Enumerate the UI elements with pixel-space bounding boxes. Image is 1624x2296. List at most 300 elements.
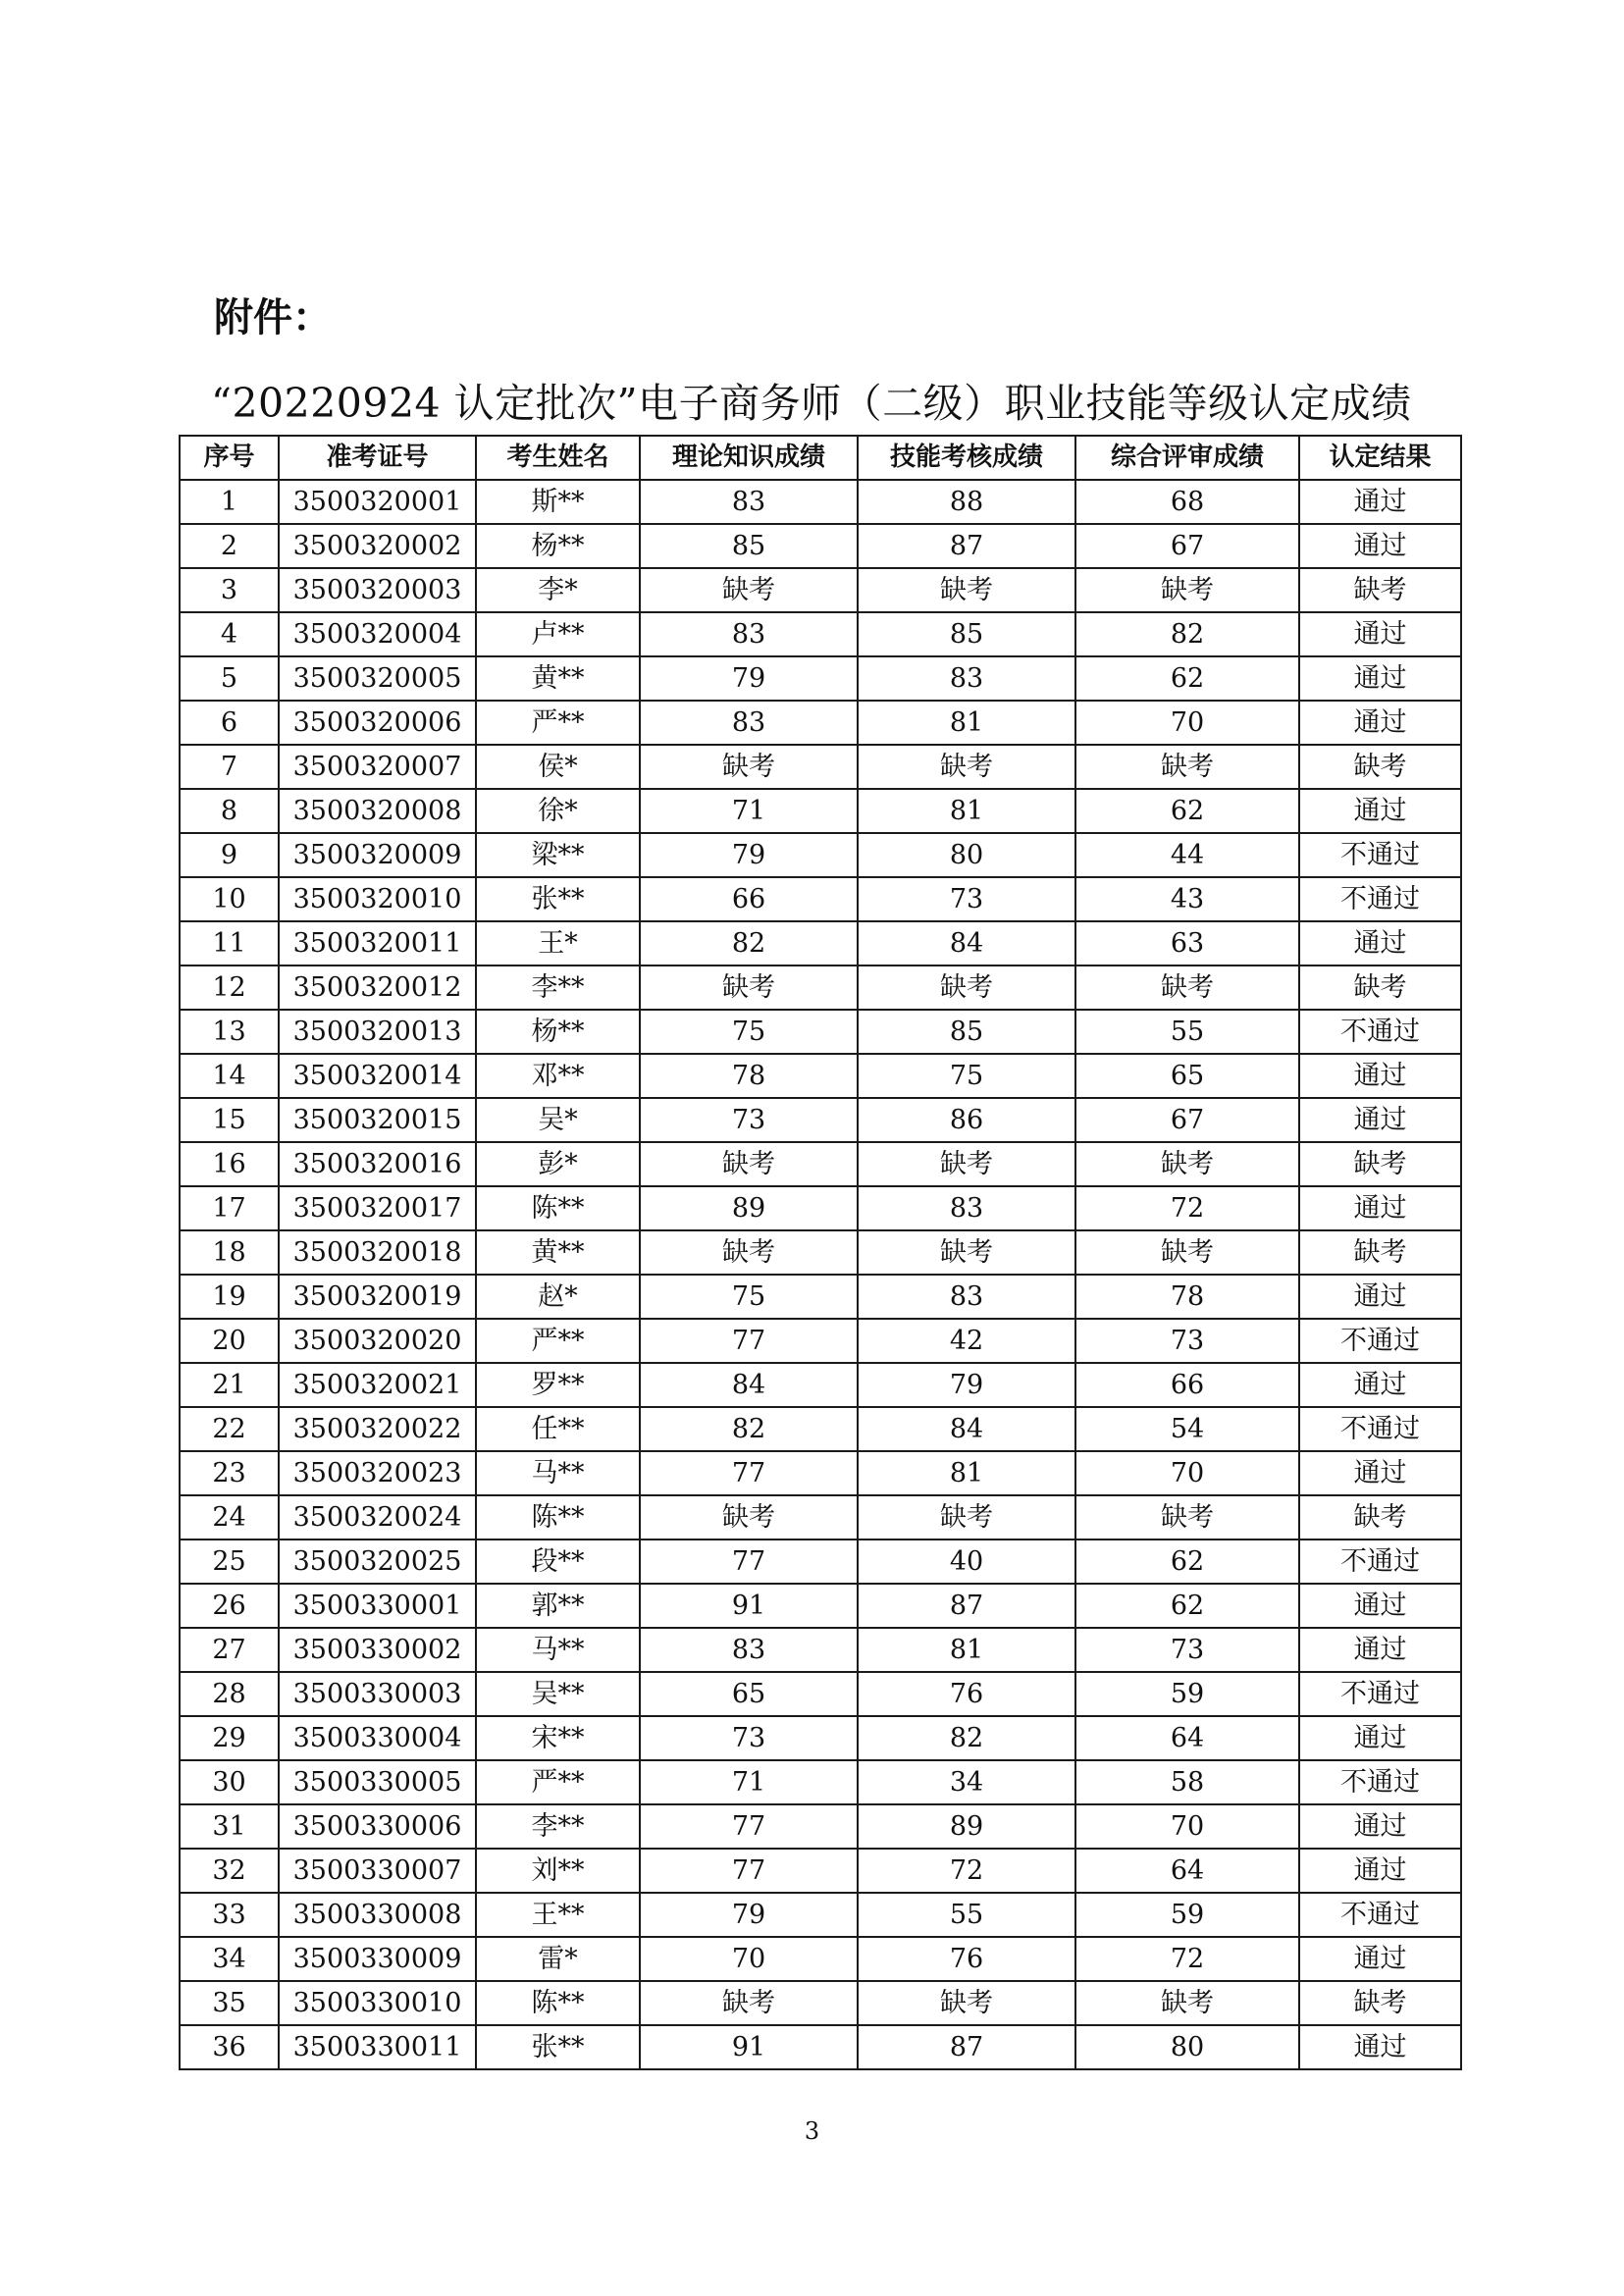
table-row	[180, 480, 1461, 524]
cell-skill-score: 81	[858, 1628, 1075, 1672]
cell-index: 10	[180, 877, 279, 921]
cell-theory-score: 82	[640, 1407, 858, 1451]
cell-index: 25	[180, 1539, 279, 1584]
cell-theory-score: 70	[640, 1937, 858, 1981]
table-row	[180, 1628, 1461, 1672]
cell-theory-score: 缺考	[640, 1230, 858, 1275]
cell-skill-score: 缺考	[858, 1230, 1075, 1275]
cell-review-score: 62	[1075, 789, 1299, 833]
cell-index: 16	[180, 1142, 279, 1186]
table-row	[180, 965, 1461, 1010]
cell-name: 雷*	[476, 1937, 640, 1981]
cell-skill-score: 72	[858, 1849, 1075, 1893]
header-skill-score: 技能考核成绩	[858, 436, 1075, 480]
cell-exam-id: 3500330011	[279, 2025, 476, 2069]
cell-result: 通过	[1299, 1186, 1461, 1230]
table-row	[180, 1275, 1461, 1319]
cell-result: 通过	[1299, 1054, 1461, 1098]
table-row	[180, 1760, 1461, 1804]
cell-skill-score: 76	[858, 1672, 1075, 1716]
cell-skill-score: 缺考	[858, 1495, 1075, 1539]
cell-index: 11	[180, 921, 279, 965]
cell-exam-id: 3500330010	[279, 1981, 476, 2025]
cell-theory-score: 79	[640, 833, 858, 877]
cell-exam-id: 3500320003	[279, 568, 476, 612]
cell-index: 32	[180, 1849, 279, 1893]
cell-exam-id: 3500320005	[279, 656, 476, 701]
cell-index: 27	[180, 1628, 279, 1672]
table-row	[180, 1407, 1461, 1451]
cell-skill-score: 87	[858, 524, 1075, 568]
cell-exam-id: 3500330005	[279, 1760, 476, 1804]
cell-theory-score: 83	[640, 480, 858, 524]
cell-skill-score: 缺考	[858, 1981, 1075, 2025]
cell-result: 通过	[1299, 1716, 1461, 1760]
cell-skill-score: 73	[858, 877, 1075, 921]
cell-theory-score: 79	[640, 656, 858, 701]
cell-result: 通过	[1299, 1937, 1461, 1981]
cell-name: 李*	[476, 568, 640, 612]
cell-result: 通过	[1299, 612, 1461, 656]
cell-skill-score: 75	[858, 1054, 1075, 1098]
table-row	[180, 1804, 1461, 1849]
cell-skill-score: 缺考	[858, 965, 1075, 1010]
cell-result: 通过	[1299, 480, 1461, 524]
cell-exam-id: 3500320002	[279, 524, 476, 568]
cell-skill-score: 89	[858, 1804, 1075, 1849]
cell-index: 15	[180, 1098, 279, 1142]
cell-theory-score: 71	[640, 1760, 858, 1804]
cell-theory-score: 85	[640, 524, 858, 568]
cell-review-score: 62	[1075, 1584, 1299, 1628]
cell-result: 通过	[1299, 1275, 1461, 1319]
cell-exam-id: 3500320014	[279, 1054, 476, 1098]
table-header-row	[180, 436, 1461, 480]
cell-result: 通过	[1299, 1628, 1461, 1672]
cell-result: 通过	[1299, 1363, 1461, 1407]
header-result: 认定结果	[1299, 436, 1461, 480]
cell-review-score: 70	[1075, 1451, 1299, 1495]
cell-name: 王**	[476, 1893, 640, 1937]
cell-result: 通过	[1299, 701, 1461, 745]
table-row	[180, 1010, 1461, 1054]
cell-exam-id: 3500330009	[279, 1937, 476, 1981]
cell-exam-id: 3500320010	[279, 877, 476, 921]
table-row	[180, 1937, 1461, 1981]
cell-review-score: 缺考	[1075, 568, 1299, 612]
cell-name: 任**	[476, 1407, 640, 1451]
cell-name: 张**	[476, 2025, 640, 2069]
header-review-score: 综合评审成绩	[1075, 436, 1299, 480]
cell-index: 28	[180, 1672, 279, 1716]
table-row	[180, 2025, 1461, 2069]
attachment-label: 附件：	[214, 295, 332, 340]
cell-index: 18	[180, 1230, 279, 1275]
header-exam-id: 准考证号	[279, 436, 476, 480]
cell-result: 不通过	[1299, 877, 1461, 921]
cell-theory-score: 73	[640, 1098, 858, 1142]
cell-result: 不通过	[1299, 1319, 1461, 1363]
cell-review-score: 66	[1075, 1363, 1299, 1407]
cell-index: 19	[180, 1275, 279, 1319]
cell-theory-score: 缺考	[640, 1495, 858, 1539]
cell-name: 李**	[476, 1804, 640, 1849]
cell-exam-id: 3500320022	[279, 1407, 476, 1451]
cell-theory-score: 75	[640, 1275, 858, 1319]
cell-review-score: 缺考	[1075, 1495, 1299, 1539]
score-table	[179, 435, 1462, 2070]
cell-exam-id: 3500320016	[279, 1142, 476, 1186]
cell-theory-score: 82	[640, 921, 858, 965]
table-row	[180, 1451, 1461, 1495]
cell-result: 缺考	[1299, 1981, 1461, 2025]
cell-name: 陈**	[476, 1495, 640, 1539]
cell-skill-score: 缺考	[858, 745, 1075, 789]
cell-result: 不通过	[1299, 1010, 1461, 1054]
cell-theory-score: 缺考	[640, 1981, 858, 2025]
cell-result: 通过	[1299, 1584, 1461, 1628]
table-row	[180, 1672, 1461, 1716]
header-theory-score: 理论知识成绩	[640, 436, 858, 480]
table-row	[180, 1319, 1461, 1363]
cell-review-score: 缺考	[1075, 1981, 1299, 2025]
cell-name: 张**	[476, 877, 640, 921]
cell-review-score: 78	[1075, 1275, 1299, 1319]
cell-result: 缺考	[1299, 1495, 1461, 1539]
document-title: “20220924 认定批次”电子商务师（二级）职业技能等级认定成绩	[211, 380, 1412, 427]
cell-result: 不通过	[1299, 1407, 1461, 1451]
cell-exam-id: 3500320012	[279, 965, 476, 1010]
cell-index: 26	[180, 1584, 279, 1628]
table-body	[180, 480, 1461, 2069]
cell-review-score: 59	[1075, 1672, 1299, 1716]
cell-index: 4	[180, 612, 279, 656]
cell-exam-id: 3500320021	[279, 1363, 476, 1407]
cell-result: 通过	[1299, 1804, 1461, 1849]
table-row	[180, 745, 1461, 789]
cell-skill-score: 81	[858, 789, 1075, 833]
cell-skill-score: 40	[858, 1539, 1075, 1584]
cell-review-score: 62	[1075, 1539, 1299, 1584]
cell-index: 1	[180, 480, 279, 524]
cell-theory-score: 79	[640, 1893, 858, 1937]
cell-theory-score: 缺考	[640, 568, 858, 612]
cell-skill-score: 87	[858, 2025, 1075, 2069]
cell-exam-id: 3500320017	[279, 1186, 476, 1230]
cell-index: 23	[180, 1451, 279, 1495]
cell-skill-score: 83	[858, 1275, 1075, 1319]
cell-result: 缺考	[1299, 568, 1461, 612]
cell-exam-id: 3500320013	[279, 1010, 476, 1054]
cell-skill-score: 86	[858, 1098, 1075, 1142]
cell-exam-id: 3500330007	[279, 1849, 476, 1893]
cell-index: 6	[180, 701, 279, 745]
cell-name: 杨**	[476, 524, 640, 568]
cell-index: 36	[180, 2025, 279, 2069]
table-row	[180, 524, 1461, 568]
cell-theory-score: 83	[640, 1628, 858, 1672]
cell-exam-id: 3500320018	[279, 1230, 476, 1275]
cell-name: 赵*	[476, 1275, 640, 1319]
table-row	[180, 1893, 1461, 1937]
cell-result: 通过	[1299, 921, 1461, 965]
table-row	[180, 1142, 1461, 1186]
cell-index: 3	[180, 568, 279, 612]
cell-review-score: 72	[1075, 1937, 1299, 1981]
cell-exam-id: 3500320015	[279, 1098, 476, 1142]
cell-result: 缺考	[1299, 1142, 1461, 1186]
cell-result: 不通过	[1299, 1760, 1461, 1804]
cell-skill-score: 34	[858, 1760, 1075, 1804]
cell-theory-score: 缺考	[640, 965, 858, 1010]
cell-review-score: 59	[1075, 1893, 1299, 1937]
cell-index: 2	[180, 524, 279, 568]
cell-skill-score: 84	[858, 921, 1075, 965]
cell-exam-id: 3500320006	[279, 701, 476, 745]
cell-exam-id: 3500330008	[279, 1893, 476, 1937]
cell-review-score: 67	[1075, 1098, 1299, 1142]
cell-review-score: 67	[1075, 524, 1299, 568]
table-row	[180, 921, 1461, 965]
cell-review-score: 55	[1075, 1010, 1299, 1054]
cell-skill-score: 83	[858, 1186, 1075, 1230]
cell-name: 陈**	[476, 1981, 640, 2025]
cell-exam-id: 3500320007	[279, 745, 476, 789]
cell-skill-score: 缺考	[858, 568, 1075, 612]
cell-theory-score: 77	[640, 1804, 858, 1849]
cell-review-score: 70	[1075, 701, 1299, 745]
cell-skill-score: 88	[858, 480, 1075, 524]
header-name: 考生姓名	[476, 436, 640, 480]
cell-skill-score: 81	[858, 1451, 1075, 1495]
cell-exam-id: 3500330006	[279, 1804, 476, 1849]
cell-exam-id: 3500330003	[279, 1672, 476, 1716]
cell-skill-score: 81	[858, 701, 1075, 745]
cell-result: 通过	[1299, 524, 1461, 568]
table-row	[180, 1098, 1461, 1142]
page-number: 3	[804, 2117, 820, 2145]
cell-review-score: 缺考	[1075, 745, 1299, 789]
cell-theory-score: 77	[640, 1849, 858, 1893]
cell-name: 斯**	[476, 480, 640, 524]
cell-result: 缺考	[1299, 965, 1461, 1010]
cell-exam-id: 3500320023	[279, 1451, 476, 1495]
table-row	[180, 1054, 1461, 1098]
cell-skill-score: 85	[858, 612, 1075, 656]
cell-theory-score: 77	[640, 1451, 858, 1495]
table-row	[180, 1495, 1461, 1539]
cell-name: 杨**	[476, 1010, 640, 1054]
cell-review-score: 63	[1075, 921, 1299, 965]
table-row	[180, 1584, 1461, 1628]
cell-result: 不通过	[1299, 833, 1461, 877]
cell-name: 刘**	[476, 1849, 640, 1893]
cell-theory-score: 78	[640, 1054, 858, 1098]
cell-name: 黄**	[476, 1230, 640, 1275]
cell-skill-score: 缺考	[858, 1142, 1075, 1186]
cell-skill-score: 55	[858, 1893, 1075, 1937]
cell-index: 13	[180, 1010, 279, 1054]
cell-theory-score: 71	[640, 789, 858, 833]
cell-index: 24	[180, 1495, 279, 1539]
cell-theory-score: 77	[640, 1539, 858, 1584]
cell-name: 段**	[476, 1539, 640, 1584]
cell-result: 通过	[1299, 656, 1461, 701]
table-row	[180, 701, 1461, 745]
cell-exam-id: 3500330001	[279, 1584, 476, 1628]
cell-skill-score: 87	[858, 1584, 1075, 1628]
table-row	[180, 1539, 1461, 1584]
cell-skill-score: 82	[858, 1716, 1075, 1760]
cell-name: 马**	[476, 1451, 640, 1495]
table-row	[180, 568, 1461, 612]
cell-index: 34	[180, 1937, 279, 1981]
cell-name: 马**	[476, 1628, 640, 1672]
cell-theory-score: 83	[640, 701, 858, 745]
cell-review-score: 58	[1075, 1760, 1299, 1804]
cell-exam-id: 3500320011	[279, 921, 476, 965]
cell-name: 卢**	[476, 612, 640, 656]
cell-exam-id: 3500330002	[279, 1628, 476, 1672]
cell-index: 7	[180, 745, 279, 789]
cell-review-score: 65	[1075, 1054, 1299, 1098]
cell-skill-score: 79	[858, 1363, 1075, 1407]
cell-review-score: 44	[1075, 833, 1299, 877]
cell-theory-score: 91	[640, 2025, 858, 2069]
cell-name: 陈**	[476, 1186, 640, 1230]
cell-name: 郭**	[476, 1584, 640, 1628]
cell-result: 不通过	[1299, 1539, 1461, 1584]
table-row	[180, 789, 1461, 833]
cell-name: 宋**	[476, 1716, 640, 1760]
table-row	[180, 1186, 1461, 1230]
cell-theory-score: 89	[640, 1186, 858, 1230]
cell-review-score: 70	[1075, 1804, 1299, 1849]
cell-exam-id: 3500320025	[279, 1539, 476, 1584]
cell-result: 通过	[1299, 1849, 1461, 1893]
header-index: 序号	[180, 436, 279, 480]
table-row	[180, 1716, 1461, 1760]
cell-name: 吴*	[476, 1098, 640, 1142]
cell-index: 29	[180, 1716, 279, 1760]
cell-exam-id: 3500320019	[279, 1275, 476, 1319]
cell-review-score: 54	[1075, 1407, 1299, 1451]
cell-index: 8	[180, 789, 279, 833]
cell-exam-id: 3500320001	[279, 480, 476, 524]
cell-index: 17	[180, 1186, 279, 1230]
cell-name: 侯*	[476, 745, 640, 789]
cell-index: 5	[180, 656, 279, 701]
cell-review-score: 缺考	[1075, 1142, 1299, 1186]
cell-exam-id: 3500330004	[279, 1716, 476, 1760]
table-row	[180, 833, 1461, 877]
cell-review-score: 43	[1075, 877, 1299, 921]
cell-review-score: 缺考	[1075, 1230, 1299, 1275]
cell-index: 21	[180, 1363, 279, 1407]
table-row	[180, 1981, 1461, 2025]
cell-review-score: 64	[1075, 1849, 1299, 1893]
cell-theory-score: 75	[640, 1010, 858, 1054]
cell-skill-score: 83	[858, 656, 1075, 701]
cell-result: 不通过	[1299, 1893, 1461, 1937]
cell-review-score: 64	[1075, 1716, 1299, 1760]
cell-name: 徐*	[476, 789, 640, 833]
cell-name: 梁**	[476, 833, 640, 877]
cell-skill-score: 85	[858, 1010, 1075, 1054]
cell-name: 严**	[476, 1319, 640, 1363]
table-row	[180, 1849, 1461, 1893]
cell-theory-score: 66	[640, 877, 858, 921]
cell-skill-score: 84	[858, 1407, 1075, 1451]
cell-exam-id: 3500320004	[279, 612, 476, 656]
table-row	[180, 1363, 1461, 1407]
cell-theory-score: 缺考	[640, 1142, 858, 1186]
cell-theory-score: 73	[640, 1716, 858, 1760]
cell-index: 9	[180, 833, 279, 877]
cell-result: 通过	[1299, 789, 1461, 833]
cell-theory-score: 65	[640, 1672, 858, 1716]
cell-skill-score: 80	[858, 833, 1075, 877]
cell-name: 李**	[476, 965, 640, 1010]
cell-theory-score: 91	[640, 1584, 858, 1628]
cell-name: 吴**	[476, 1672, 640, 1716]
cell-review-score: 80	[1075, 2025, 1299, 2069]
cell-name: 邓**	[476, 1054, 640, 1098]
cell-review-score: 73	[1075, 1628, 1299, 1672]
cell-review-score: 缺考	[1075, 965, 1299, 1010]
cell-index: 31	[180, 1804, 279, 1849]
cell-result: 不通过	[1299, 1672, 1461, 1716]
cell-index: 30	[180, 1760, 279, 1804]
cell-theory-score: 缺考	[640, 745, 858, 789]
cell-skill-score: 42	[858, 1319, 1075, 1363]
cell-exam-id: 3500320008	[279, 789, 476, 833]
cell-review-score: 62	[1075, 656, 1299, 701]
cell-name: 黄**	[476, 656, 640, 701]
table-row	[180, 612, 1461, 656]
cell-index: 20	[180, 1319, 279, 1363]
cell-review-score: 73	[1075, 1319, 1299, 1363]
cell-index: 35	[180, 1981, 279, 2025]
cell-name: 彭*	[476, 1142, 640, 1186]
cell-theory-score: 77	[640, 1319, 858, 1363]
cell-name: 严**	[476, 701, 640, 745]
table-row	[180, 656, 1461, 701]
cell-theory-score: 84	[640, 1363, 858, 1407]
cell-exam-id: 3500320020	[279, 1319, 476, 1363]
cell-result: 通过	[1299, 1098, 1461, 1142]
cell-index: 22	[180, 1407, 279, 1451]
cell-name: 严**	[476, 1760, 640, 1804]
cell-review-score: 82	[1075, 612, 1299, 656]
table-row	[180, 1230, 1461, 1275]
cell-name: 王*	[476, 921, 640, 965]
cell-exam-id: 3500320024	[279, 1495, 476, 1539]
cell-result: 缺考	[1299, 1230, 1461, 1275]
cell-result: 通过	[1299, 1451, 1461, 1495]
cell-index: 12	[180, 965, 279, 1010]
cell-exam-id: 3500320009	[279, 833, 476, 877]
cell-index: 33	[180, 1893, 279, 1937]
cell-result: 通过	[1299, 2025, 1461, 2069]
cell-theory-score: 83	[640, 612, 858, 656]
table-row	[180, 877, 1461, 921]
cell-name: 罗**	[476, 1363, 640, 1407]
cell-review-score: 68	[1075, 480, 1299, 524]
cell-index: 14	[180, 1054, 279, 1098]
cell-review-score: 72	[1075, 1186, 1299, 1230]
cell-skill-score: 76	[858, 1937, 1075, 1981]
